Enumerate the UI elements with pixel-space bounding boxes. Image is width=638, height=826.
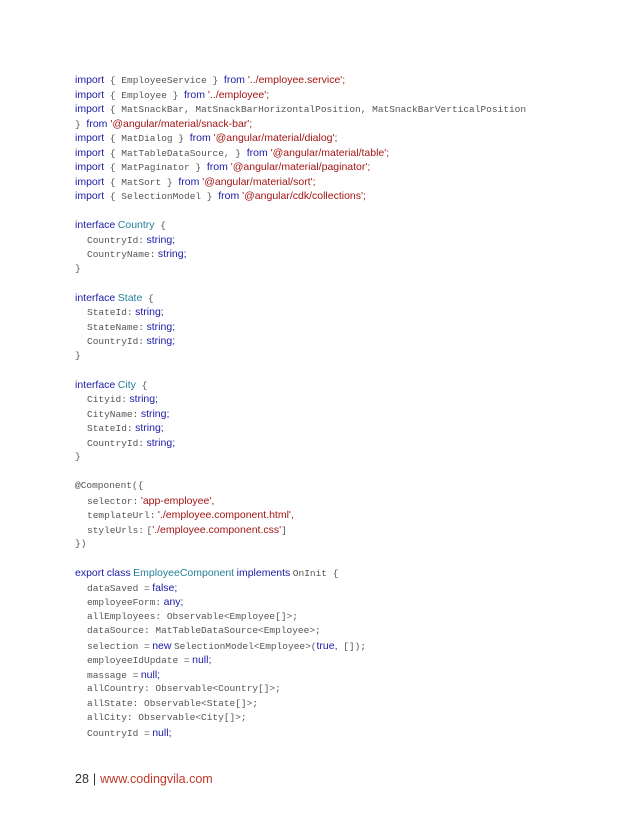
code-text: { MatDialog } xyxy=(104,133,190,144)
code-text: { Employee } xyxy=(104,89,185,101)
type-name: string; xyxy=(146,436,176,449)
string-literal: './employee.component.html', xyxy=(157,509,294,521)
code-line xyxy=(75,421,615,436)
field-name: CountryId: xyxy=(87,234,145,246)
string-literal: '../employee'; xyxy=(205,88,270,101)
type-name: string; xyxy=(135,422,164,434)
keyword: import xyxy=(75,103,105,115)
code-text: } xyxy=(75,349,81,361)
code-line xyxy=(75,639,615,654)
interface-name: City xyxy=(117,378,136,391)
string-literal: '@angular/cdk/collections'; xyxy=(239,190,366,202)
code-text: { SelectionModel } xyxy=(104,191,219,202)
keyword: import xyxy=(75,190,105,202)
keyword: import xyxy=(75,161,105,173)
code-text: ] xyxy=(281,524,287,536)
code-line xyxy=(75,610,615,625)
page-footer xyxy=(75,772,213,786)
keyword: import xyxy=(75,88,105,101)
keyword: import xyxy=(75,132,105,144)
code-text: allState: Observable<State[]>; xyxy=(87,697,259,709)
keyword: class xyxy=(106,567,131,579)
string-literal: '../employee.service'; xyxy=(244,74,346,86)
keyword: new xyxy=(152,639,172,652)
code-line xyxy=(75,537,615,552)
code-line xyxy=(75,334,615,349)
footer-link[interactable]: www.codingvila.com xyxy=(100,772,213,786)
code-line xyxy=(75,494,615,509)
code-line xyxy=(75,102,615,117)
code-line xyxy=(75,320,615,335)
field-name: StateId: xyxy=(87,307,133,318)
keyword: implements xyxy=(236,567,291,579)
class-name: EmployeeComponent xyxy=(133,567,235,579)
code-line xyxy=(75,595,615,610)
code-text: { EmployeeService } xyxy=(104,75,224,86)
code-line xyxy=(75,175,615,190)
string-literal: '@angular/material/sort'; xyxy=(199,175,316,188)
code-text: CountryId = xyxy=(87,727,150,739)
keyword: from xyxy=(246,146,268,159)
field-name: StateId: xyxy=(87,423,133,434)
code-text: allEmployees: Observable<Employee[]>; xyxy=(87,610,298,622)
code-text: massage = xyxy=(87,669,139,681)
code-text: employeeIdUpdate = xyxy=(87,655,190,666)
code-block xyxy=(75,73,615,740)
keyword: interface xyxy=(75,291,116,304)
code-text: OnInit { xyxy=(292,568,339,579)
code-line xyxy=(75,581,615,596)
code-text: } xyxy=(75,262,81,274)
code-line xyxy=(75,218,615,233)
code-line xyxy=(75,233,615,248)
keyword: from xyxy=(206,161,228,173)
code-text: []); xyxy=(337,640,367,652)
keyword: interface xyxy=(75,219,116,231)
keyword: interface xyxy=(75,378,116,391)
code-text: } xyxy=(75,118,87,130)
code-line xyxy=(75,682,615,697)
code-text: dataSource: MatTableDataSource<Employee>; xyxy=(87,625,321,636)
code-text: allCountry: Observable<Country[]>; xyxy=(87,683,281,694)
code-line xyxy=(75,711,615,726)
property-key: selector: xyxy=(87,495,139,507)
code-text: { MatTableDataSource, } xyxy=(104,147,247,159)
code-line xyxy=(75,131,615,146)
keyword: from xyxy=(86,117,108,130)
keyword: import xyxy=(75,74,105,86)
type-name: string; xyxy=(146,320,176,333)
code-line xyxy=(75,392,615,407)
keyword: import xyxy=(75,175,105,188)
code-line xyxy=(75,624,615,639)
code-line xyxy=(75,523,615,538)
code-text: { xyxy=(135,379,148,391)
property-key: styleUrls: xyxy=(87,524,145,536)
keyword: null; xyxy=(152,726,172,739)
property-key: templateUrl: xyxy=(87,510,156,521)
keyword: from xyxy=(178,175,200,188)
code-line xyxy=(75,146,615,161)
code-line xyxy=(75,247,615,262)
code-line xyxy=(75,291,615,306)
code-text: { MatPaginator } xyxy=(104,162,207,173)
page-number: 28 xyxy=(75,772,89,786)
code-line xyxy=(75,73,615,88)
code-line xyxy=(75,508,615,523)
string-literal: '@angular/material/snack-bar'; xyxy=(107,117,253,130)
code-line xyxy=(75,189,615,204)
type-name: string; xyxy=(146,233,176,246)
field-name: CityName: xyxy=(87,408,139,420)
code-text: allCity: Observable<City[]>; xyxy=(87,712,247,723)
decorator: @Component({ xyxy=(75,480,144,491)
string-literal: '@angular/material/paginator'; xyxy=(227,161,371,173)
code-text: { MatSort } xyxy=(104,176,179,188)
code-line xyxy=(75,566,615,581)
string-literal: './employee.component.css' xyxy=(152,523,282,536)
code-text: [ xyxy=(146,524,153,536)
type-name: string; xyxy=(146,335,176,347)
code-line xyxy=(75,450,615,465)
keyword: null; xyxy=(140,668,161,681)
code-line xyxy=(75,668,615,683)
type-name: string; xyxy=(157,248,187,260)
field-name: CountryName: xyxy=(87,249,156,260)
type-name: string; xyxy=(129,393,159,405)
field-name: Cityid: xyxy=(87,394,127,405)
code-line xyxy=(75,305,615,320)
footer-separator: | xyxy=(92,772,97,786)
type-name: string; xyxy=(135,306,164,318)
keyword: import xyxy=(75,146,105,159)
code-line xyxy=(75,479,615,494)
code-text: SelectionModel<Employee>( xyxy=(173,640,317,652)
string-literal: '@angular/material/dialog'; xyxy=(210,132,338,144)
code-text: { MatSnackBar, MatSnackBarHorizontalPosition, MatSnackBarVerticalPosition xyxy=(104,104,527,115)
code-text: { xyxy=(154,220,166,231)
field-name: CountryId: xyxy=(87,336,145,347)
code-line xyxy=(75,407,615,422)
keyword: from xyxy=(184,88,206,101)
keyword: null; xyxy=(192,654,212,666)
code-line xyxy=(75,653,615,668)
code-line xyxy=(75,349,615,364)
keyword: false; xyxy=(152,581,178,594)
code-text: { xyxy=(142,292,154,304)
field-name: CountryId: xyxy=(87,437,145,449)
string-literal: '@angular/material/table'; xyxy=(267,146,390,159)
code-text: selection = xyxy=(87,640,150,652)
keyword: from xyxy=(189,132,211,144)
code-line xyxy=(75,378,615,393)
keyword: any; xyxy=(163,596,184,608)
string-literal: 'app-employee', xyxy=(140,494,215,507)
code-text: } xyxy=(75,451,81,462)
keyword: from xyxy=(218,190,240,202)
code-line xyxy=(75,160,615,175)
keyword: true, xyxy=(316,639,338,652)
code-line xyxy=(75,726,615,741)
code-line xyxy=(75,436,615,451)
code-line xyxy=(75,262,615,277)
code-text: }) xyxy=(75,538,87,549)
keyword: from xyxy=(223,74,245,86)
code-line xyxy=(75,88,615,103)
field-name: StateName: xyxy=(87,321,145,333)
code-line xyxy=(75,697,615,712)
code-text: employeeForm: xyxy=(87,597,162,608)
interface-name: State xyxy=(117,291,143,304)
interface-name: Country xyxy=(117,219,155,231)
type-name: string; xyxy=(140,407,170,420)
keyword: export xyxy=(75,567,105,579)
code-text: dataSaved = xyxy=(87,582,150,594)
code-line xyxy=(75,117,615,132)
